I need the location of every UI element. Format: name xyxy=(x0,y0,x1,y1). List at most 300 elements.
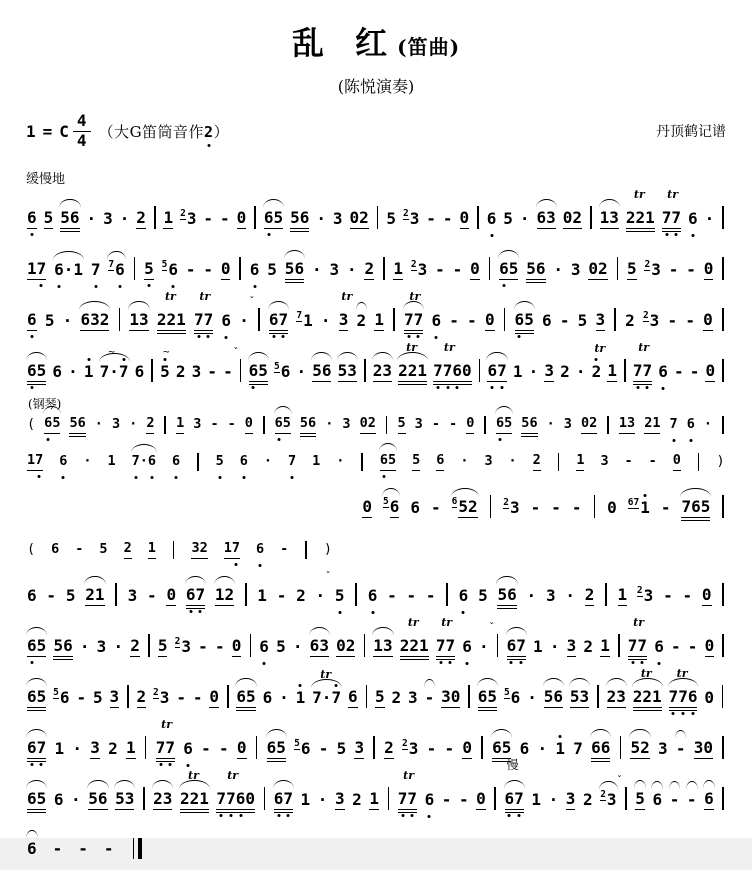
note-char: 6 xyxy=(499,261,509,277)
note-group xyxy=(570,259,581,280)
note-char: 2 xyxy=(85,584,95,604)
note-text xyxy=(320,310,331,331)
duration-dash xyxy=(424,687,435,708)
note-text xyxy=(492,737,512,759)
note-group xyxy=(88,788,108,810)
note-char: 5 xyxy=(36,360,47,380)
note-text xyxy=(78,838,88,859)
note-text xyxy=(393,258,404,280)
octave-dot-below xyxy=(510,661,513,664)
duration-dash xyxy=(78,838,88,859)
note-text xyxy=(312,455,320,471)
barline xyxy=(722,308,724,331)
note-text xyxy=(484,455,492,471)
note-text xyxy=(280,361,291,382)
note-char: 7 xyxy=(165,740,175,756)
note-text xyxy=(632,686,662,708)
note-group xyxy=(356,310,367,331)
note-char: 1 xyxy=(645,207,655,227)
trill-mark: tr xyxy=(227,768,239,782)
barline xyxy=(597,685,599,708)
note-char: 5 xyxy=(577,310,588,330)
note-group xyxy=(619,417,635,434)
duration-dash xyxy=(441,789,452,810)
note-text xyxy=(312,360,332,382)
note-char: 7 xyxy=(283,791,293,807)
note-char: 6 xyxy=(27,312,37,328)
note-text xyxy=(338,309,349,331)
trill-mark: tr xyxy=(638,340,650,354)
note-group xyxy=(136,207,146,229)
note-text xyxy=(477,686,498,708)
note-text xyxy=(570,259,581,280)
octave-dot-below xyxy=(518,335,521,338)
note-group xyxy=(172,455,180,471)
note-char: 7 xyxy=(642,363,652,379)
note-group xyxy=(284,258,305,280)
note-text xyxy=(686,789,697,810)
note-group xyxy=(398,340,427,382)
grace-note: 2 xyxy=(644,258,651,270)
music-line xyxy=(26,668,726,719)
key-row xyxy=(26,113,726,150)
note-char: 1 xyxy=(223,540,232,557)
octave-dot-below xyxy=(30,661,33,664)
note-char: 2 xyxy=(153,788,163,808)
note-char: 1 xyxy=(374,309,385,329)
note-char: 5 xyxy=(626,258,637,278)
note-char: 2 xyxy=(572,207,583,227)
slur-arc xyxy=(498,250,519,259)
octave-dot-below xyxy=(658,662,661,665)
octave-dot-below xyxy=(428,815,431,818)
note-group xyxy=(148,542,156,559)
note-char: · xyxy=(320,310,331,330)
octave-dot-below xyxy=(287,814,290,817)
note-char: 5 xyxy=(44,310,55,330)
octave-dot-below xyxy=(646,386,649,389)
note-text xyxy=(459,207,470,229)
note-char: 3 xyxy=(139,309,149,329)
note-char: 6 xyxy=(240,455,248,469)
note-char: 6 xyxy=(266,737,277,757)
note-char: - xyxy=(227,416,236,433)
note-text xyxy=(311,259,322,280)
note-char: 3 xyxy=(354,737,365,757)
augmentation-dot xyxy=(325,418,333,434)
note-char: 3 xyxy=(484,453,493,470)
barline xyxy=(143,787,145,810)
note-text xyxy=(71,789,81,810)
octave-dot-below xyxy=(435,336,438,339)
slur-arc xyxy=(235,678,256,687)
note-char: 5 xyxy=(478,585,488,605)
note-group xyxy=(542,310,552,331)
duration-dash xyxy=(689,361,700,382)
note-char: 2 xyxy=(352,789,362,809)
note-char: 0 xyxy=(703,737,713,757)
note-text xyxy=(458,585,469,606)
note-text xyxy=(458,496,478,518)
note-char: 2 xyxy=(606,686,617,706)
note-group xyxy=(127,585,138,606)
note-text xyxy=(99,361,129,382)
note-char: 6 xyxy=(507,638,517,654)
slur-arc xyxy=(114,780,135,789)
note-char: 3 xyxy=(193,416,202,433)
note-char: 7 xyxy=(331,690,341,706)
note-char: 1 xyxy=(652,415,661,432)
barline xyxy=(264,787,266,810)
note-char: 5 xyxy=(508,258,519,278)
note-text xyxy=(181,636,191,657)
note-char: 6 xyxy=(462,639,472,655)
note-group xyxy=(658,361,668,382)
note-group xyxy=(109,686,120,708)
rest-note xyxy=(166,584,177,606)
note-text xyxy=(147,585,157,606)
note-text xyxy=(625,455,633,471)
note-group xyxy=(582,789,593,810)
note-char: 7 xyxy=(312,687,322,707)
note-text xyxy=(651,259,661,280)
note-group xyxy=(569,686,590,708)
note-text xyxy=(240,455,248,471)
note-char: 1 xyxy=(618,415,628,432)
rest-note xyxy=(673,454,681,471)
slow-marking: 慢 xyxy=(506,757,519,772)
note-group xyxy=(386,208,396,229)
trill-mark: tr xyxy=(633,615,645,629)
music-line xyxy=(26,240,726,291)
note-char: 3 xyxy=(96,636,107,656)
note-char: 6 xyxy=(515,312,525,328)
augmentation-dot xyxy=(71,789,81,810)
note-char: 6 xyxy=(688,689,698,705)
note-text xyxy=(264,455,272,471)
note-text xyxy=(627,635,648,657)
note-char: 2 xyxy=(589,415,598,432)
slur-arc xyxy=(506,627,527,636)
octave-dot-below xyxy=(417,335,420,338)
note-group xyxy=(53,686,70,708)
note-char: 1 xyxy=(531,789,542,809)
note-group xyxy=(600,635,610,657)
trill-mark: tr xyxy=(188,768,199,782)
note-char: 5 xyxy=(88,788,98,808)
trill-mark: tr xyxy=(594,341,606,355)
note-text xyxy=(27,543,35,559)
note-group xyxy=(342,418,350,434)
note-group xyxy=(249,259,260,280)
note-text xyxy=(644,417,660,434)
time-signature xyxy=(73,113,91,150)
note-text xyxy=(155,737,175,759)
note-text xyxy=(497,584,517,606)
flute-note-number: 2 xyxy=(204,123,214,141)
note-text xyxy=(153,788,173,810)
barline xyxy=(558,453,560,471)
note-char: 3 xyxy=(595,309,606,329)
note-text xyxy=(600,455,608,471)
note-text xyxy=(108,738,118,759)
note-char: 2 xyxy=(296,585,306,605)
note-text xyxy=(92,687,103,708)
note-group xyxy=(393,258,404,280)
note-text xyxy=(68,361,78,382)
flute-note-suffix: ） xyxy=(213,122,230,141)
note-text xyxy=(220,208,230,229)
note-text xyxy=(144,258,154,280)
note-char: 6 xyxy=(249,363,259,379)
note-char: - xyxy=(220,208,230,228)
slur-arc xyxy=(128,301,149,310)
octave-dot-below xyxy=(407,335,410,338)
note-group xyxy=(185,584,206,606)
note-char: 6 xyxy=(535,258,546,278)
slur-arc xyxy=(669,781,681,790)
note-char: 2 xyxy=(582,789,593,809)
note-group xyxy=(132,455,156,471)
key-signature xyxy=(26,113,229,150)
note-group xyxy=(216,768,255,810)
octave-dot-below xyxy=(490,234,493,237)
note-group xyxy=(654,636,664,657)
trill-mark: tr xyxy=(640,666,652,680)
note-text xyxy=(581,417,597,434)
note-char: · xyxy=(296,361,307,381)
slur-arc xyxy=(634,780,646,789)
grace-note: 2 xyxy=(600,788,606,800)
breath-mark: ˇ xyxy=(488,621,495,633)
octave-dot-below xyxy=(30,763,33,766)
octave-dot-below xyxy=(267,233,270,236)
note-group xyxy=(544,360,555,382)
octave-dot-below xyxy=(169,763,172,766)
note-text xyxy=(652,789,663,810)
note-char: 2 xyxy=(635,207,646,227)
note-char: 1 xyxy=(73,259,84,279)
note-char: 7 xyxy=(288,455,296,469)
note-text xyxy=(318,738,329,759)
note-group xyxy=(296,585,306,606)
note-char: ) xyxy=(716,453,725,470)
note-text xyxy=(176,417,184,434)
note-text xyxy=(670,418,678,434)
duration-dash xyxy=(76,687,87,708)
note-char: 5 xyxy=(99,541,108,558)
note-group xyxy=(27,258,47,280)
note-char: 2 xyxy=(398,360,408,380)
note-char: 0 xyxy=(459,207,470,227)
note-text xyxy=(560,361,570,382)
duration-dash xyxy=(686,259,696,280)
grace-note: 5 xyxy=(294,737,300,749)
note-text xyxy=(231,635,242,657)
note-group xyxy=(65,585,76,606)
note-group xyxy=(273,788,293,810)
note-char: 7 xyxy=(132,455,140,469)
note-char: 0 xyxy=(476,788,486,808)
duration-dash xyxy=(207,361,218,382)
note-char: 6 xyxy=(299,207,310,227)
grace-note: 5 xyxy=(503,686,510,698)
note-char: 5 xyxy=(700,496,711,516)
note-char: 1 xyxy=(84,364,94,380)
note-text xyxy=(119,208,130,229)
note-char: 2 xyxy=(199,540,208,557)
note-text xyxy=(192,687,203,708)
note-text xyxy=(27,258,47,280)
note-group xyxy=(600,455,608,471)
note-text xyxy=(65,585,76,606)
slur-arc xyxy=(59,199,80,208)
note-char: 3 xyxy=(579,686,590,706)
note-group xyxy=(435,615,456,657)
note-group xyxy=(424,789,435,810)
note-group xyxy=(112,418,120,434)
note-group xyxy=(175,361,186,382)
note-group xyxy=(146,417,154,434)
note-char: 1 xyxy=(599,207,610,227)
note-text xyxy=(276,585,287,606)
note-text xyxy=(588,258,608,280)
note-group xyxy=(398,417,406,434)
note-char: 1 xyxy=(94,584,105,604)
note-group xyxy=(295,687,306,708)
octave-dot-below xyxy=(57,285,60,288)
note-text xyxy=(266,737,286,759)
note-group xyxy=(224,542,240,559)
note-text xyxy=(203,208,214,229)
note-text xyxy=(506,635,526,657)
note-char: 0 xyxy=(236,207,247,227)
note-char: 1 xyxy=(373,635,383,655)
duration-dash xyxy=(673,361,684,382)
octave-dot-below xyxy=(672,712,675,715)
note-group xyxy=(458,585,469,606)
note-char: 2 xyxy=(625,207,636,227)
note-group xyxy=(402,737,419,759)
note-char: 7 xyxy=(37,261,47,277)
note-text xyxy=(27,418,35,434)
note-char: 1 xyxy=(163,207,174,227)
music-line-block xyxy=(26,342,726,393)
note-text xyxy=(559,310,570,331)
slur-arc xyxy=(491,729,512,738)
octave-dot-above xyxy=(595,358,598,361)
augmentation-dot xyxy=(346,259,357,280)
note-text xyxy=(216,788,255,810)
note-char: 6 xyxy=(321,360,332,380)
note-char: 7 xyxy=(204,312,214,328)
octave-dot-below xyxy=(665,233,668,236)
note-text xyxy=(526,258,546,280)
note-group xyxy=(51,543,59,559)
note-char: - xyxy=(207,361,218,381)
note-text xyxy=(186,208,197,229)
barline xyxy=(481,736,483,759)
music-line xyxy=(26,529,726,566)
note-group xyxy=(560,361,570,382)
music-line-block xyxy=(26,189,726,240)
note-text xyxy=(160,361,170,382)
note-char: - xyxy=(458,789,469,809)
music-line-block xyxy=(26,395,726,441)
note-char: 6 xyxy=(452,363,462,379)
note-char: · xyxy=(113,636,124,656)
note-text xyxy=(470,258,480,280)
note-char: 5 xyxy=(290,207,300,227)
note-char: - xyxy=(663,585,673,605)
note-char: 3 xyxy=(651,259,661,279)
note-char: 2 xyxy=(364,258,375,278)
slur-arc xyxy=(543,678,564,687)
rest-note xyxy=(704,635,715,657)
duration-dash xyxy=(667,310,678,331)
barline xyxy=(722,736,724,759)
note-text xyxy=(467,310,477,331)
augmentation-dot xyxy=(509,455,517,471)
note-text xyxy=(216,455,224,471)
paren xyxy=(324,543,332,559)
note-group xyxy=(124,542,132,559)
note-char: 7 xyxy=(232,542,240,556)
note-char: 6 xyxy=(431,313,441,329)
note-text xyxy=(431,310,442,331)
note-char: · xyxy=(239,310,249,330)
note-text xyxy=(218,738,229,759)
augmentation-dot xyxy=(315,570,332,606)
note-char: 7 xyxy=(637,638,647,654)
octave-dot-below xyxy=(641,661,644,664)
duration-dash xyxy=(201,738,211,759)
note-text xyxy=(591,737,611,759)
note-text xyxy=(157,635,168,657)
music-line xyxy=(26,617,726,668)
note-char: 5 xyxy=(36,635,47,655)
note-char: 6 xyxy=(425,792,435,808)
note-text xyxy=(442,208,453,229)
note-group xyxy=(693,737,713,759)
slur-arc xyxy=(268,301,289,310)
note-char: 6 xyxy=(591,737,601,757)
grace-note: 2 xyxy=(402,737,408,749)
note-char: · xyxy=(315,585,326,605)
barline xyxy=(151,359,153,382)
slur-arc xyxy=(84,576,105,585)
note-group xyxy=(533,454,541,471)
note-text xyxy=(441,686,461,708)
note-char: 2 xyxy=(467,496,478,516)
note-group xyxy=(484,455,492,471)
note-text xyxy=(132,455,156,471)
duration-dash xyxy=(203,259,213,280)
note-char: 5 xyxy=(53,635,64,655)
duration-dash xyxy=(276,585,287,606)
note-char: 6 xyxy=(536,207,547,227)
breath-mark: ˇ xyxy=(232,346,239,358)
note-char: 5 xyxy=(337,360,348,380)
grace-note: 2 xyxy=(410,258,417,270)
grace-note: 2 xyxy=(503,496,509,508)
flute-note-prefix: （大G笛筒音作 xyxy=(98,122,205,141)
note-char: 6 xyxy=(687,418,695,432)
note-text xyxy=(223,361,233,382)
note-text xyxy=(115,788,135,810)
note-group xyxy=(108,258,125,280)
note-char: 3 xyxy=(347,360,357,380)
